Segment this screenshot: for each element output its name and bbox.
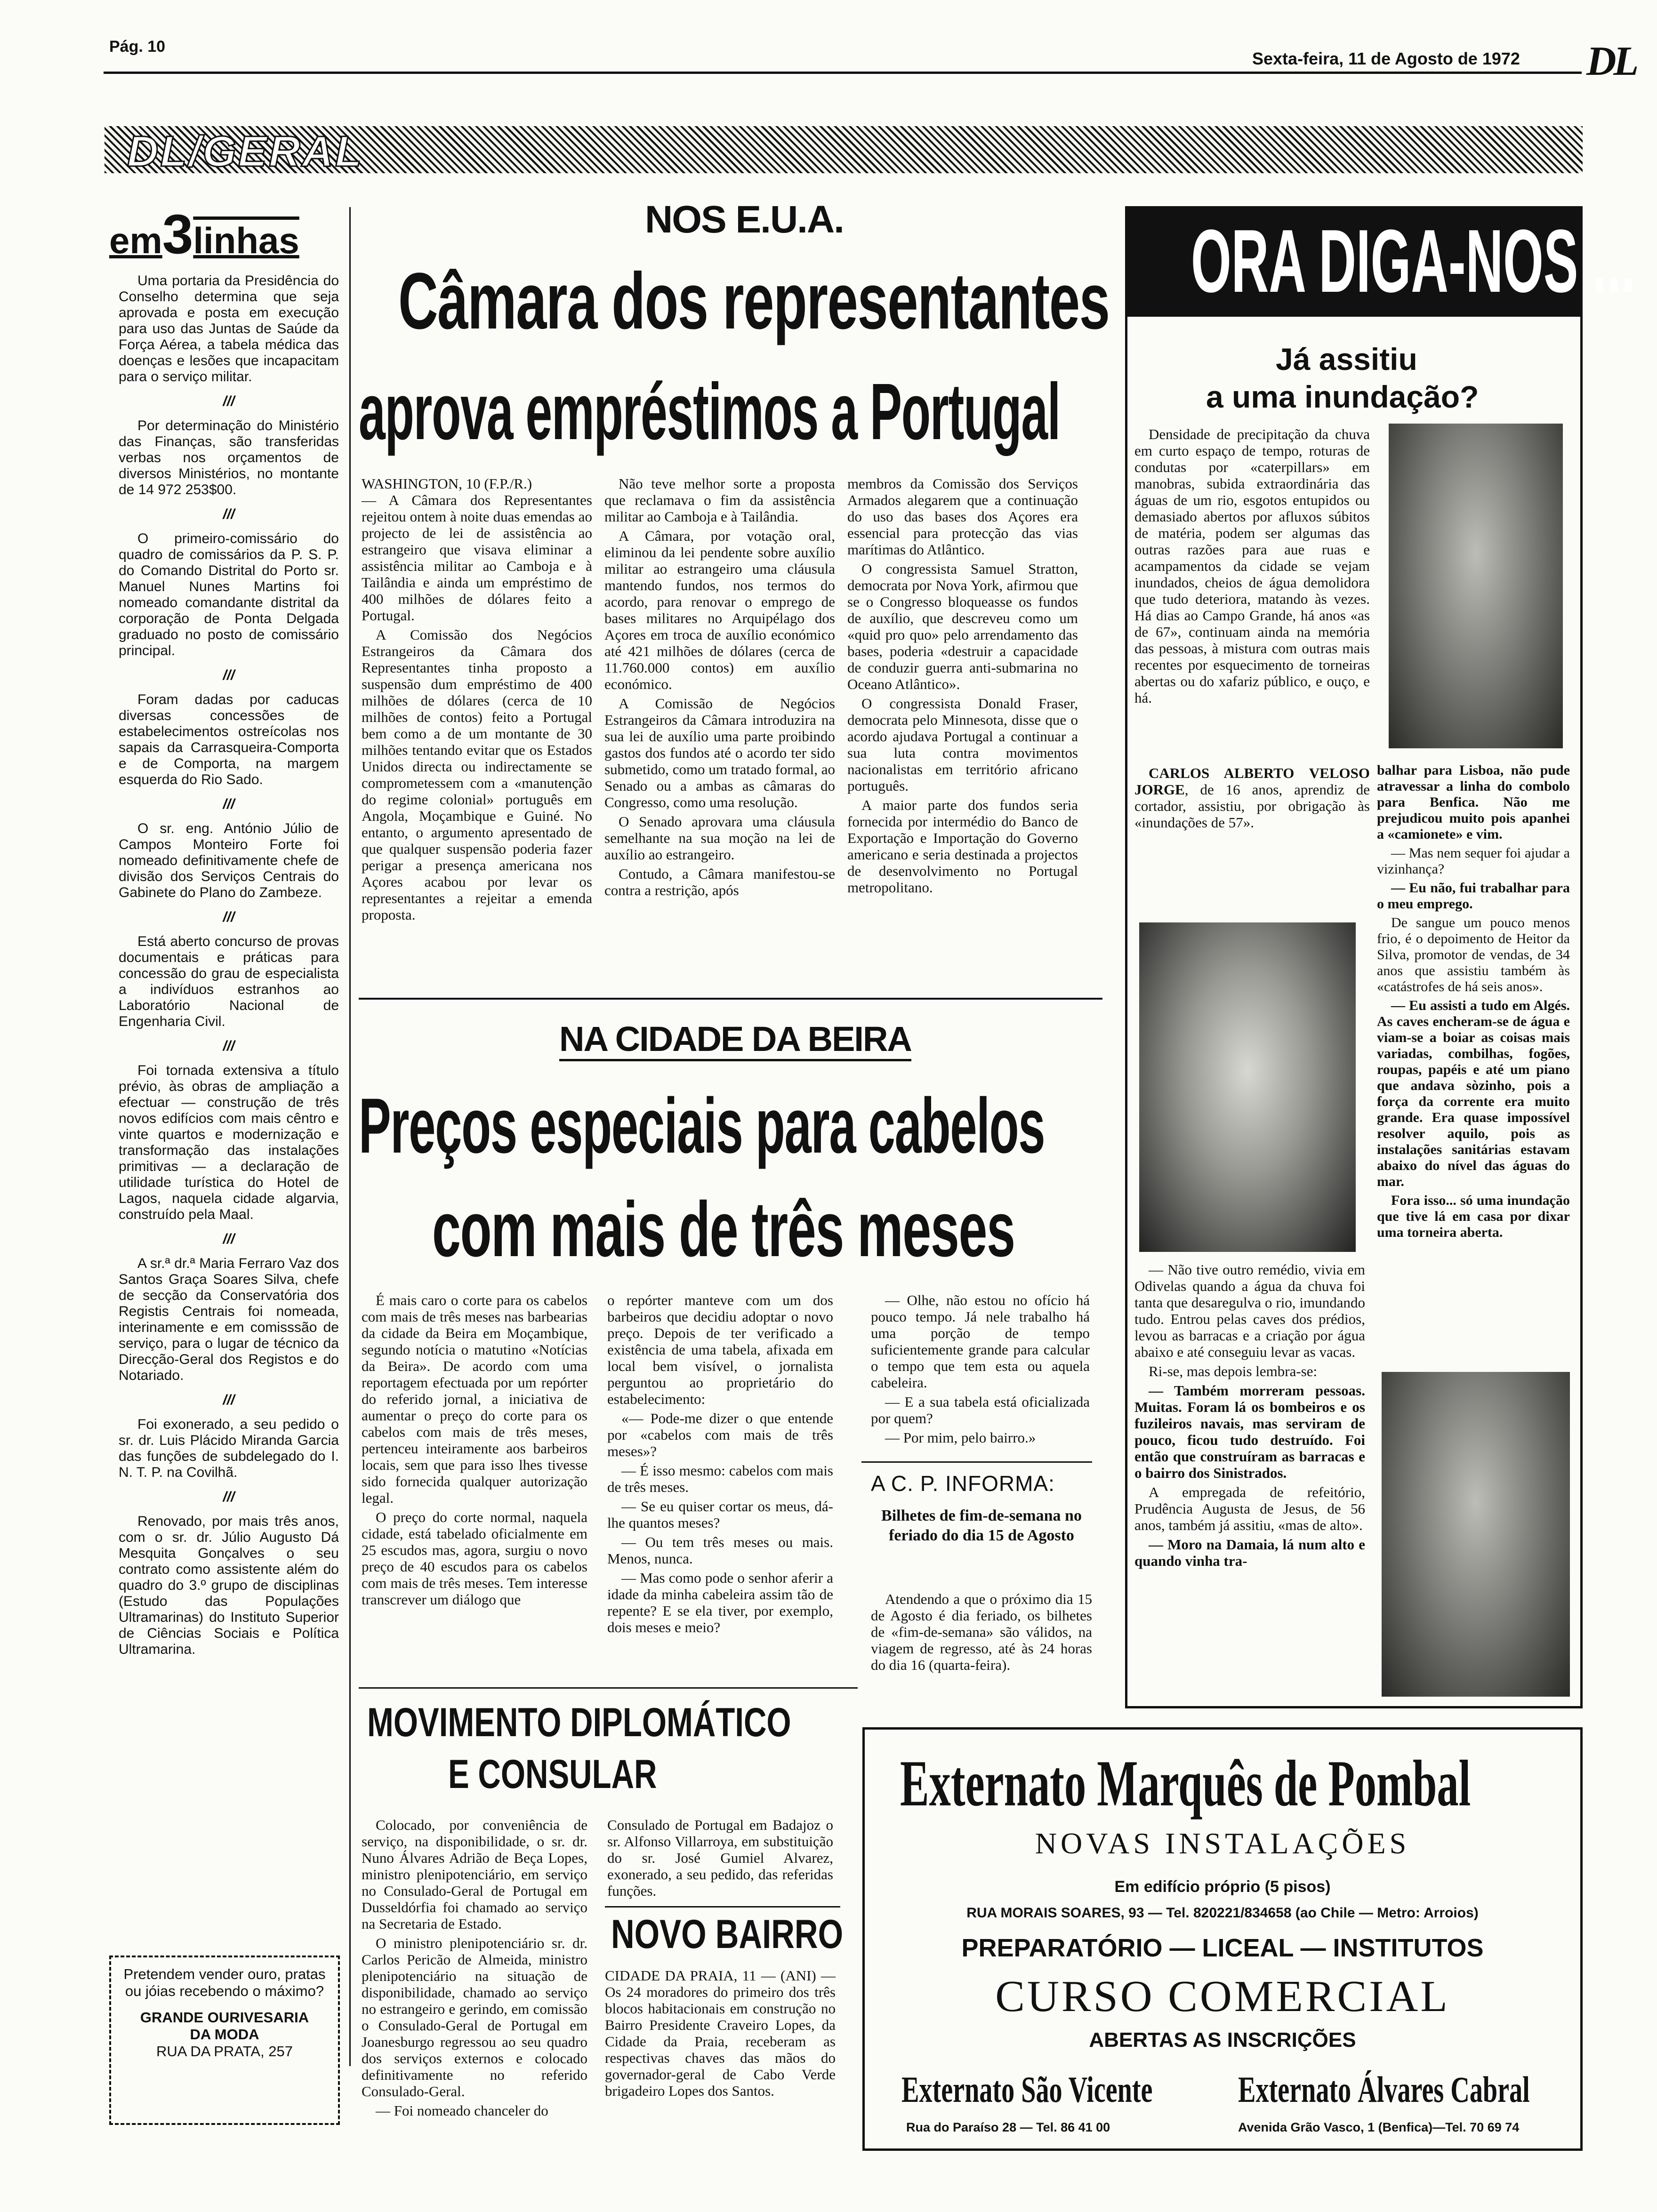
school-ad-line: Em edifício próprio (5 pisos) bbox=[1114, 1878, 1331, 1896]
school-ad-sub-address: Avenida Grão Vasco, 1 (Benfica)—Tel. 70 69 74 bbox=[1238, 2120, 1520, 2134]
ora-paragraph: — Eu assisti a tudo em Algés. As caves encheram-se de água e viam-se a boiar as coisas mais variadas, combilhas, fogões, roupas, papéis e até um piano que andava sòzinho, pois a força da corrente era muito grande. Era quase impossível resolver aquilo, pois as instalações sanitárias estavam abaixo do nível das águas do mar. bbox=[1377, 998, 1570, 1189]
story1-dateline: WASHINGTON, 10 (F.P./R.) bbox=[362, 475, 532, 492]
ora-paragraph: — Moro na Damaia, lá num alto e quando vinha tra- bbox=[1134, 1536, 1365, 1569]
ora-paragraph: De sangue um pouco menos frio, é o depoimento de Heitor da Silva, promotor de vendas, de 34 anos que assistiu também às «catástrofes de há seis anos». bbox=[1377, 915, 1570, 994]
school-ad-line: PREPARATÓRIO — LICEAL — INSTITUTOS bbox=[961, 1934, 1484, 1962]
story1-paragraph: A Câmara, por votação oral, eliminou da lei pendente sobre auxílio militar ao estrangeiro uma cláusula mantendo fundos, nos termos do acordo, para renovar o emprego de bases militares no Arquipélago dos Açores em troca de auxílio económico até 421 milhões de dólares (cerca de 11.760.000 contos) em auxílio económico. bbox=[604, 528, 835, 692]
person-photo bbox=[1139, 922, 1356, 1252]
sidebar-title-num: 3 bbox=[162, 203, 193, 265]
story2-kicker: NA CIDADE DA BEIRA bbox=[559, 1019, 911, 1061]
story3-col2 bbox=[607, 1817, 833, 1902]
sidebar-title-pre: em bbox=[109, 220, 162, 261]
story4-top-rule bbox=[605, 1906, 840, 1907]
brief-separator: /// bbox=[223, 506, 235, 522]
story2-paragraph: O preço do corte normal, naquela cidade, está tabelado oficialmente em 25 escudos mas, agora, surgiu o novo preço de 40 escudos para os cabelos com mais de três meses. Tem interesse transcrever um diálogo que bbox=[362, 1509, 587, 1608]
ora-paragraph: — Eu não, fui trabalhar para o meu emprego. bbox=[1377, 880, 1570, 912]
story2-paragraph: — Mas como pode o senhor aferir a idade da minha cabeleira assim tão de repente? E se ela tiver, por exemplo, dois meses e meio? bbox=[607, 1570, 833, 1635]
story2-paragraph: É mais caro o corte para os cabelos com mais de três meses nas barbearias da cidade da Beira em Moçambique, segundo notícia o matutino «Notícias da Beira». De acordo com uma reportagem efectuada por um repórter do referido jornal, a iniciativa de aumentar o preço do corte para os cabelos com mais de três meses, pertenceu inteiramente aos barbeiros locais, sem que para isso lhes tivesse sido fornecida qualquer autorização legal. bbox=[362, 1292, 587, 1506]
story1-paragraph: Contudo, a Câmara manifestou-se contra a restrição, após bbox=[604, 866, 835, 898]
brief-separator: /// bbox=[223, 796, 235, 812]
ora-person1-text: , de 16 anos, aprendiz de cortador, assistiu, por obrigação às «inundações de 57». bbox=[1134, 781, 1370, 831]
brief-separator: /// bbox=[223, 909, 235, 925]
story3-headline: E CONSULAR bbox=[448, 1752, 657, 1797]
brief-separator: /// bbox=[223, 393, 235, 409]
brief-item: A sr.ª dr.ª Maria Ferraro Vaz dos Santos Graça Soares Silva, chefe de secção da Conservatória dos Registis Centrais foi nomeada, interinamente e em comisssão de serviço, para o lugar de técnico da Direcção-Geral dos Registos e do Notariado. bbox=[119, 1256, 339, 1383]
sidebar-title bbox=[109, 202, 299, 266]
ora-person1-paragraph bbox=[1134, 765, 1370, 831]
ora-banner-title: ORA DIGA-NOS ... bbox=[1191, 211, 1636, 311]
story1-paragraph: A Comissão de Negócios Estrangeiros da Câmara introduzira na sua lei de auxílio uma parte proibindo gastos dos fundos até o acordo ter sido submetido, como um tratado formal, ao Senado ou a ambas as câmaras do Congresso, como uma resolução. bbox=[604, 695, 835, 810]
school-ad-sub-title: Externato Álvares Cabral bbox=[1238, 2069, 1530, 2110]
ora-person1-name: CARLOS ALBERTO VELOSO JORGE bbox=[1134, 765, 1370, 798]
ora-paragraph: — Também morreram pessoas. Muitas. Foram lá os bombeiros e os fuzileiros navais, mas serviram de pouco, ficou tudo destruído. Foi então que construíram as barracas e o bairro dos Sinistrados. bbox=[1134, 1382, 1365, 1481]
story1-headline: aprova empréstimos a Portugal bbox=[359, 367, 1061, 457]
brief-item: Está aberto concurso de provas documentais e práticas para concessão do grau de especialista a indivíduos estranhos ao Laboratório Nacional de Engenharia Civil. bbox=[119, 934, 339, 1029]
story2-paragraph: — Ou tem três meses ou mais. Menos, nunca. bbox=[607, 1534, 833, 1567]
story1-col1 bbox=[362, 475, 592, 926]
ora-intro: Densidade de precipitação da chuva em curto espaço de tempo, roturas de condutas por «caterpillars» em manobras, subida extraordinária das águas de um rio, esgotos entupidos ou demasiado abertos por afluxos súbitos de matéria, podem ser algumas das outras razões para aue ruas e acampamentos da cidade se vejam inundados, cheios de água demolidora que tudo deteriora, matando às vezes. Há dias ao Campo Grande, há anos «as de 67», continuam ainda na memória das pessoas, à mistura com outras mais recentes por esquecimento de torneiras abertas ou do xafariz público, e ouço, e há. bbox=[1134, 426, 1370, 706]
ora-question: a uma inundação? bbox=[1206, 379, 1479, 414]
header-rule bbox=[104, 72, 1582, 74]
story4-headline: NOVO BAIRRO bbox=[611, 1912, 844, 1957]
story1-bottom-rule bbox=[359, 998, 1102, 1000]
person-photo bbox=[1382, 1372, 1570, 1697]
ora-paragraph: Fora isso... só uma inundação que tive lá em casa por dixar uma torneira aberta. bbox=[1377, 1193, 1570, 1240]
story1-col3 bbox=[847, 475, 1078, 898]
brief-item: O primeiro-comissário do quadro de comissários da P. S. P. do Comando Distrital do Porto sr. Manuel Nunes Martins foi nomeado comandante distrital da corporação de Ponta Delgada graduado no posto de comissário principal. bbox=[119, 531, 339, 658]
story2-col1 bbox=[362, 1292, 587, 1611]
story3-top-rule bbox=[359, 1687, 858, 1689]
story2-paragraph: — É isso mesmo: cabelos com mais de três meses. bbox=[607, 1462, 833, 1495]
page-number: Pág. 10 bbox=[109, 38, 166, 56]
ora-paragraph: A empregada de refeitório, Prudência Augusta de Jesus, de 56 anos, também já assitiu, «mas de alto». bbox=[1134, 1484, 1365, 1533]
story1-paragraph: O congressista Donald Fraser, democrata pelo Minnesota, disse que o acordo ajudava Portugal a continuar a sua luta contra movimentos nacionalistas em território africano português. bbox=[847, 695, 1078, 794]
ora-paragraph: — Não tive outro remédio, vivia em Odivelas quando a água da chuva foi tanta que desaregulva o rio, imundando tudo. Entrou pelas caves dos prédios, levou as barracas e a criação por água abaixo e até conseguiu levar as vacas. bbox=[1134, 1261, 1365, 1360]
acp-body: Atendendo a que o próximo dia 15 de Agosto é dia feriado, os bilhetes de «fim-de-semana» são válidos, na viagem de regresso, até às 24 horas do dia 16 (quarta-feira). bbox=[871, 1591, 1092, 1673]
acp-top-rule bbox=[861, 1461, 1092, 1463]
story1-headline: Câmara dos representantes bbox=[398, 256, 1110, 346]
school-ad-line: NOVAS INSTALAÇÕES bbox=[1035, 1827, 1410, 1860]
story3-paragraph: Colocado, por conveniência de serviço, na disponibilidade, o sr. dr. Nuno Álvares Adrião de Beça Lopes, ministro plenipotenciário, em serviço no Consulado-Geral de Portugal em Dusseldórfia foi chamado ao serviço na Secretaria de Estado. bbox=[362, 1817, 587, 1932]
jeweller-ad-name: DA MODA bbox=[190, 2026, 259, 2043]
ora-paragraph: — Mas nem sequer foi ajudar a vizinhança? bbox=[1377, 845, 1570, 877]
jeweller-ad bbox=[109, 1956, 340, 2125]
acp-title: A C. P. INFORMA: bbox=[871, 1471, 1055, 1496]
story1-col2 bbox=[604, 475, 835, 901]
brief-item: Foi tornada extensiva a título prévio, às obras de ampliação a efectuar — construção de três novos edifícios com mais cêntro e vinte quartos e modernização e transformação das instalações primitivas — a declaração de utilidade turística do Hotel de Lagos, naquela cidade algarvia, construído pela Maal. bbox=[119, 1063, 339, 1222]
school-ad-line: CURSO COMERCIAL bbox=[995, 1972, 1450, 2021]
jeweller-ad-text: Pretendem vender ouro, pratas ou jóias recebendo o máximo? bbox=[123, 1966, 326, 1999]
story2-paragraph: — E a sua tabela está oficializada por quem? bbox=[871, 1394, 1090, 1427]
story3-paragraph: O ministro plenipotenciário sr. dr. Carlos Pericão de Almeida, ministro plenipotenciário na situação de disponibilidade, chamado ao serviço no estrangeiro e gerindo, em comissão o Consulado-Geral de Portugal em Joanesburgo regressou ao seu quadro dos serviços externos e colocado definitivamente no referido Consulado-Geral. bbox=[362, 1935, 587, 2100]
story1-paragraph: A Comissão dos Negócios Estrangeiros da Câmara dos Representantes tinha proposto a suspensão dum empréstimo de 400 milhões de dólares (cerca de 10 milhões de contos) feito a Portugal bem como a de um montante de 30 milhões tentando evitar que os Estados Unidos directa ou indirectamente se comprometessem com a «manutenção do regime colonial» português em Angola, Moçambique e Guiné. No entanto, o argumento apresentado de que qualquer suspensão poderia fazer perigar a presença americana nos Açores acabou por levar os representantes a rejeitar a emenda proposta. bbox=[362, 626, 592, 923]
story4-body: CIDADE DA PRAIA, 11 — (ANI) — Os 24 moradores do primeiro dos três blocos habitacionais em construção no Bairro Presidente Craveiro Lopes, da Cidade da Praia, receberam as respectivas chaves das mãos do governador-geral de Cabo Verde brigadeiro Lopes dos Santos. bbox=[605, 1967, 836, 2099]
person-photo bbox=[1389, 424, 1563, 748]
brief-separator: /// bbox=[223, 1392, 235, 1408]
sidebar-briefs bbox=[119, 273, 339, 1658]
ora-paragraph: Ri-se, mas depois lembra-se: bbox=[1149, 1363, 1318, 1379]
school-ad-sub-title: Externato São Vicente bbox=[901, 2069, 1153, 2110]
acp-subtitle: Bilhetes de fim-de-semana no feriado do dia 15 de Agosto bbox=[881, 1507, 1082, 1544]
brief-item: Foram dadas por caducas diversas concessões de estabelecimentos ostreícolas nos sapais da Carrasqueira-Comporta e de Comporta, na margem esquerda do Rio Sado. bbox=[119, 692, 339, 787]
brief-item: Uma portaria da Presidência do Conselho determina que seja aprovada e posta em execução para uso das Juntas de Saúde da Força Aérea, a tabela médica das doenças e lesões que incapacitam para o serviço militar. bbox=[119, 273, 339, 385]
story1-paragraph: A maior parte dos fundos seria fornecida por intermédio do Banco de Exportação e Importação do Governo americano e seria destinada a projectos de desenvolvimento no Portugal metropolitano. bbox=[847, 797, 1078, 896]
ora-person1 bbox=[1134, 765, 1370, 834]
story2-paragraph: o repórter manteve com um dos barbeiros que decidiu adoptar o novo preço. Depois de ter verificado a existência de uma tabela, afixada em local bem visível, o jornalista perguntou ao proprietário do estabelecimento: bbox=[607, 1292, 833, 1407]
brief-item: Renovado, por mais três anos, com o sr. dr. Júlio Augusto Dá Mesquita Gonçalves o seu contrato como assistente além do quadro do 3.º grupo de disciplinas (Estudo das Populações Ultramarinas) do Instituto Superior de Ciências Sociais e Política Ultramarina. bbox=[119, 1514, 339, 1657]
story1-paragraph: — A Câmara dos Representantes rejeitou ontem à noite duas emendas ao projecto de lei de assistência ao estrangeiro que visava eliminar a assistência militar ao Camboja e à Tailândia e ainda um empréstimo de 400 milhões de dólares feito a Portugal. bbox=[362, 492, 592, 624]
school-ad-sub-address: Rua do Paraíso 28 — Tel. 86 41 00 bbox=[906, 2120, 1110, 2134]
section-banner-title: DL/GERAL bbox=[127, 128, 364, 176]
story2-headline: com mais de três meses bbox=[432, 1186, 1015, 1273]
story2-headline: Preços especiais para cabelos bbox=[359, 1082, 1045, 1170]
brief-item: Foi exonerado, a seu pedido o sr. dr. Luis Plácido Miranda Garcia das funções de subdelegado do I. N. T. P. na Covilhã. bbox=[119, 1417, 339, 1480]
newspaper-logo: DL bbox=[1586, 39, 1636, 84]
story3-headline: MOVIMENTO DIPLOMÁTICO bbox=[367, 1700, 791, 1745]
sidebar-title-post: linhas bbox=[193, 220, 299, 261]
story2-paragraph: «— Pode-me dizer o que entende por «cabelos com mais de três meses»? bbox=[607, 1410, 833, 1459]
ora-right-col bbox=[1377, 762, 1570, 1243]
ora-left-bottom-col bbox=[1134, 1261, 1365, 1572]
brief-item: O sr. eng. António Júlio de Campos Monteiro Forte foi nomeado definitivamente chefe de divisão dos Serviços Centrais do Gabinete do Plano do Zambeze. bbox=[119, 821, 339, 900]
school-ad-address: RUA MORAIS SOARES, 93 — Tel. 820221/834658 (ao Chile — Metro: Arroios) bbox=[966, 1905, 1479, 1921]
story1-paragraph: O congressista Samuel Stratton, democrata por Nova York, afirmou que se o Congresso bloqueasse os fundos de auxílio, que descreveu como um «quid pro quo» pelo arrendamento das bases, poderia «destruir a capacidade de conduzir guerra anti-submarina no Oceano Atlântico». bbox=[847, 561, 1078, 692]
jeweller-ad-name: GRANDE OURIVESARIA bbox=[140, 2009, 309, 2026]
story2-paragraph: — Se eu quiser cortar os meus, dá-lhe quantos meses? bbox=[607, 1498, 833, 1531]
story1-kicker: NOS E.U.A. bbox=[645, 198, 844, 241]
brief-separator: /// bbox=[223, 667, 235, 683]
jeweller-ad-address: RUA DA PRATA, 257 bbox=[156, 2043, 293, 2060]
story2-paragraph: — Por mim, pelo bairro.» bbox=[885, 1429, 1036, 1446]
sidebar-divider bbox=[349, 207, 351, 2066]
story3-paragraph: — Foi nomeado chanceler do bbox=[376, 2102, 548, 2119]
story1-paragraph: O Senado aprovara uma cláusula semelhante na sua moção na lei de auxílio ao estrangeiro. bbox=[604, 813, 835, 863]
brief-separator: /// bbox=[223, 1038, 235, 1054]
ora-paragraph: balhar para Lisboa, não pude atravessar a linha do combolo para Benfica. Não me prejudicou muito pois apanhei a «camionete» e vim. bbox=[1377, 762, 1570, 842]
story2-col2 bbox=[607, 1292, 833, 1638]
story3-col1 bbox=[362, 1817, 587, 2122]
story1-paragraph: Não teve melhor sorte a proposta que reclamava o fim da assistência militar ao Camboja e à Tailândia. bbox=[604, 475, 835, 525]
brief-separator: /// bbox=[223, 1231, 235, 1247]
story2-paragraph: — Olhe, não estou no ofício há pouco tempo. Já nele trabalho há uma porção de tempo suficientemente grande para calcular o tempo que tem esta ou aquela cabeleira. bbox=[871, 1292, 1090, 1391]
story1-paragraph: membros da Comissão dos Serviços Armados alegarem que a continuação do uso das bases dos Açores era essencial para protecção das vias marítimas do Atlântico. bbox=[847, 475, 1078, 558]
brief-item: Por determinação do Ministério das Finanças, são transferidas verbas nos orçamentos de diversos Ministérios, no montante de 14 972 253$00. bbox=[119, 418, 339, 497]
issue-date: Sexta-feira, 11 de Agosto de 1972 bbox=[1252, 49, 1520, 68]
ora-question: Já assitiu bbox=[1276, 342, 1417, 377]
story3-paragraph: Consulado de Portugal em Badajoz o sr. Alfonso Villarroya, em substituição do sr. José Gumiel Alvarez, exonerado, a seu pedido, das referidas funções. bbox=[607, 1817, 833, 1899]
school-ad-line: ABERTAS AS INSCRIÇÕES bbox=[1089, 2028, 1356, 2052]
story2-col3 bbox=[871, 1292, 1090, 1449]
school-ad-title: Externato Marquês de Pombal bbox=[900, 1747, 1471, 1820]
brief-separator: /// bbox=[223, 1489, 235, 1505]
